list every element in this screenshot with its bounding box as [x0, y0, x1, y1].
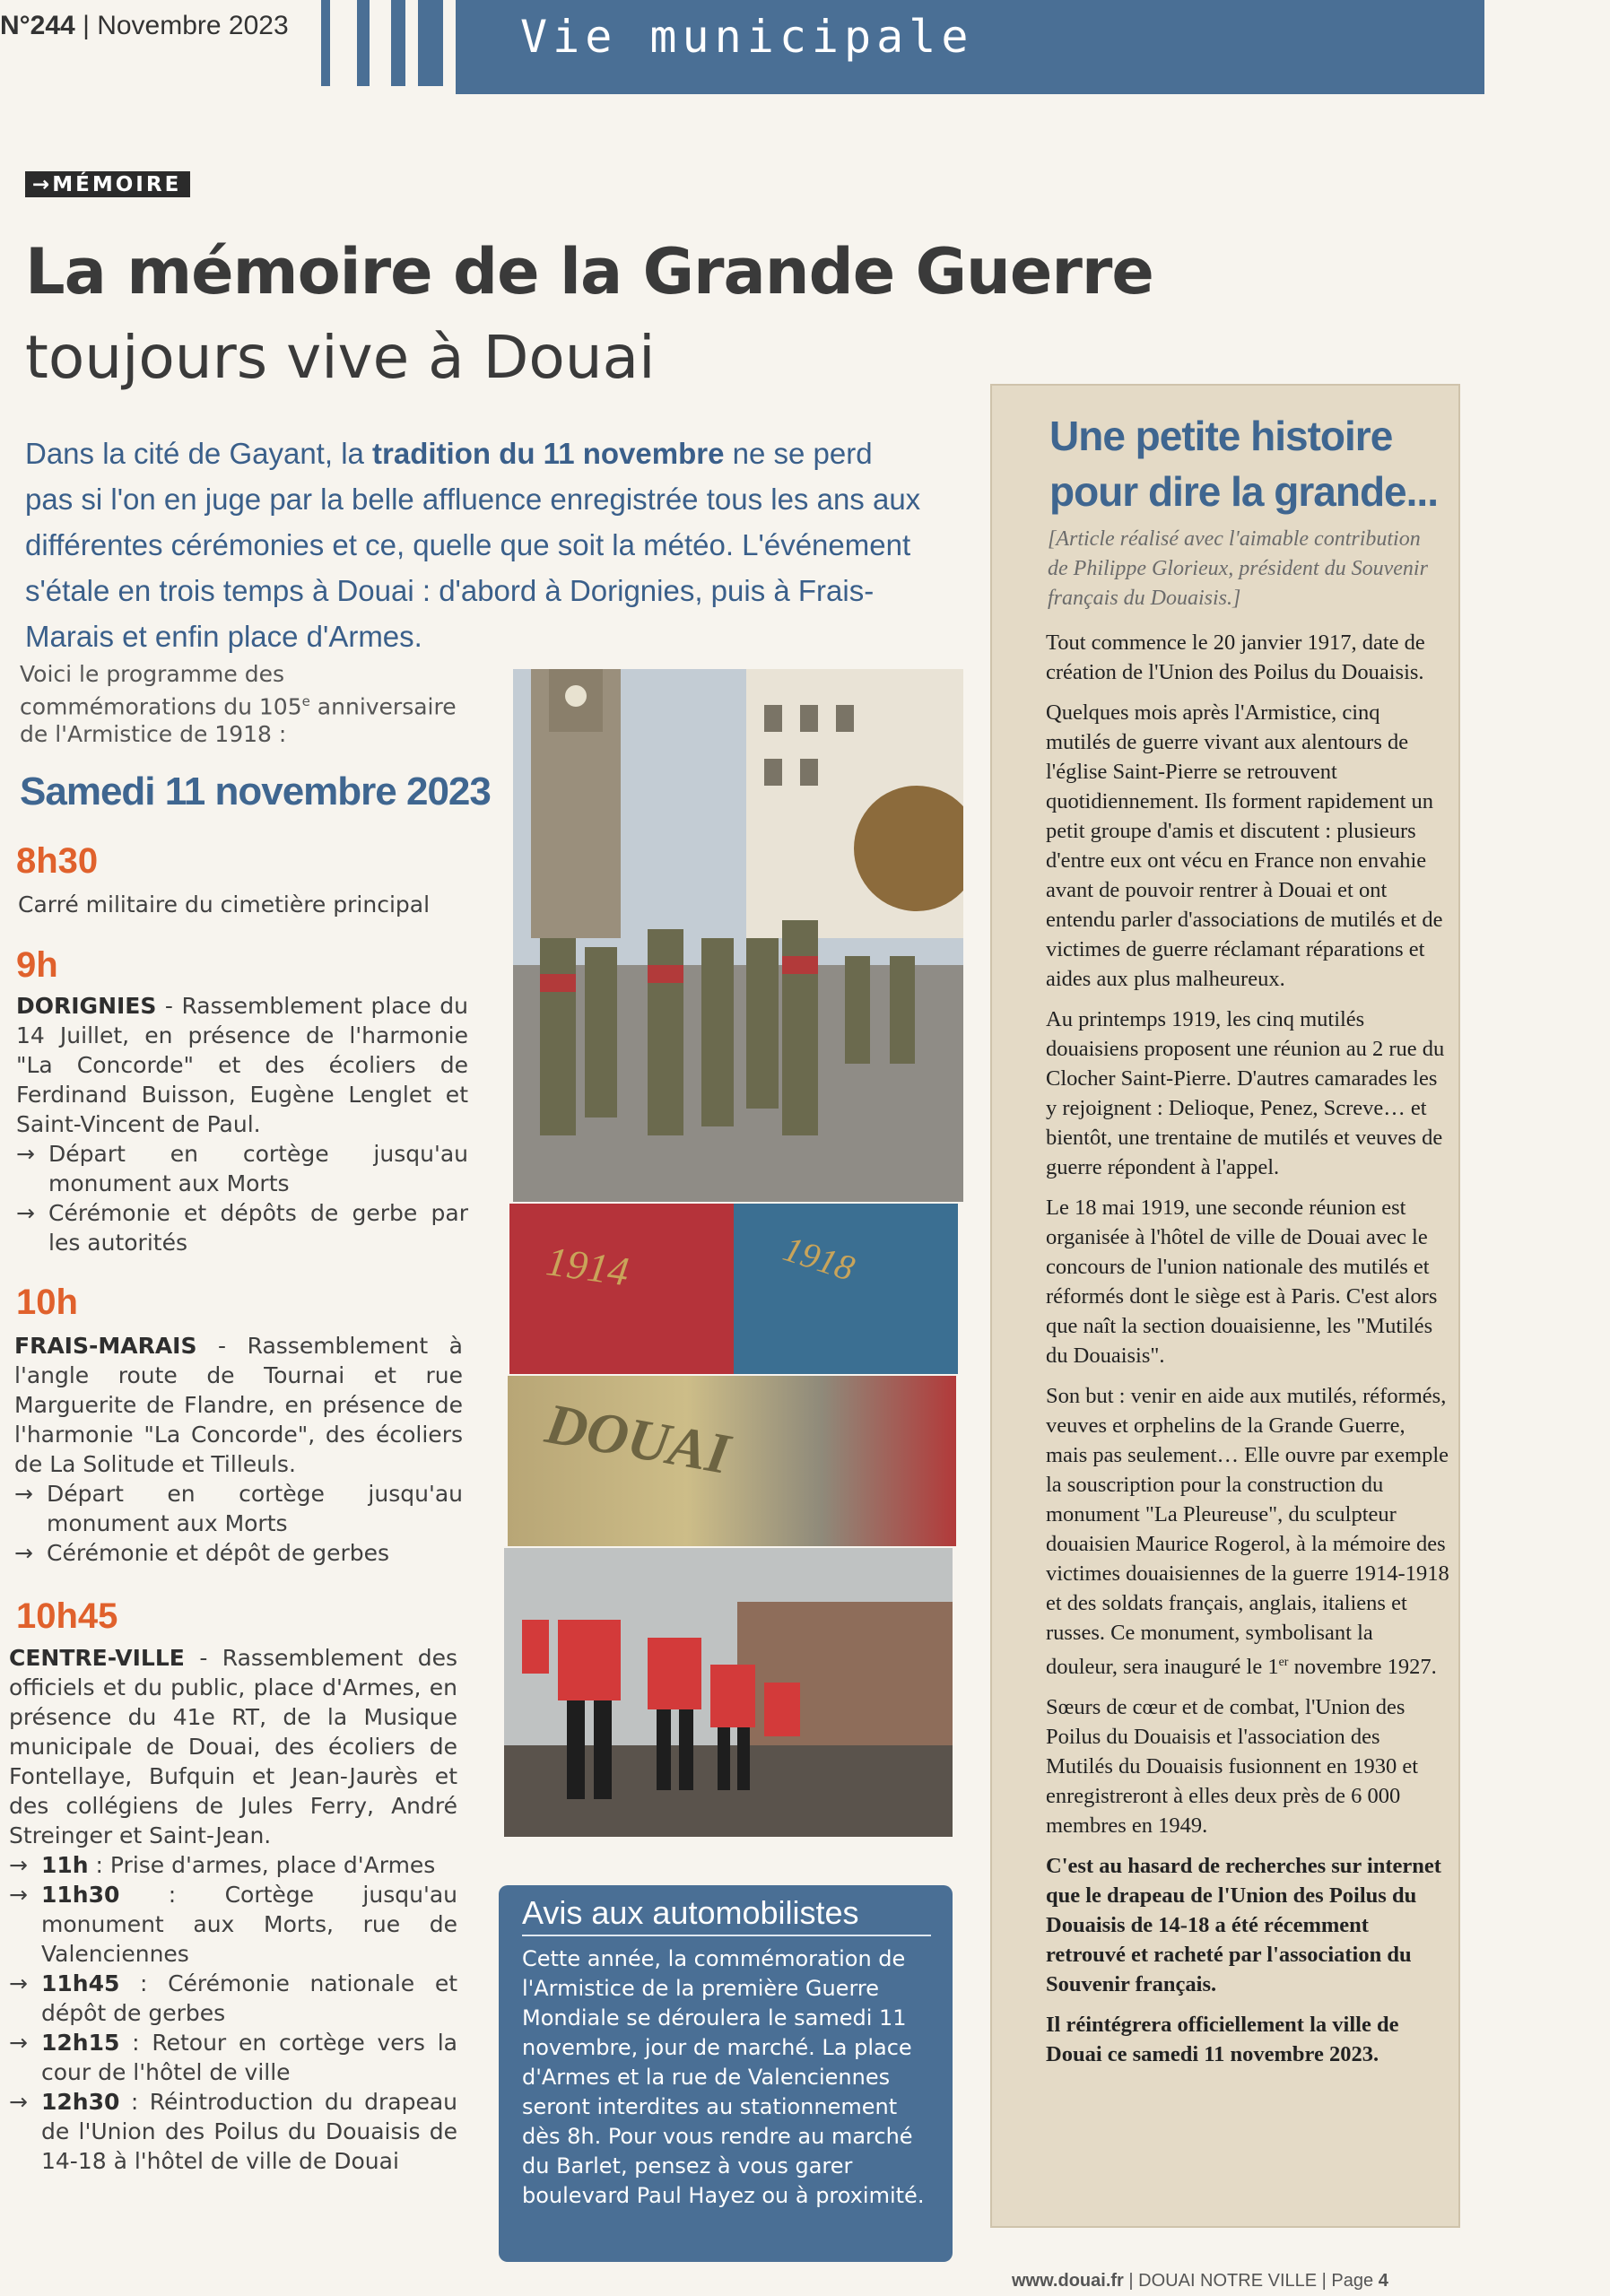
program-item [16, 1198, 468, 1257]
sidebar-sup: er [1278, 1656, 1289, 1669]
program-intro [20, 660, 484, 748]
program-text: - Rassemblement à l'angle route de Tournai et rue Marguerite de Flandre, en présence de l'harmonie "La Concorde", des écoliers de La Solitude et Tilleuls. [14, 1333, 463, 1477]
lead-highlight: tradition du 11 novembre [372, 437, 725, 470]
program-item [9, 2087, 457, 2176]
sidebar-title: Une petite histoire pour dire la grande... [1049, 413, 1438, 515]
arrow-icon: → [9, 1852, 28, 1878]
program-item [9, 1880, 457, 1969]
program-time: 8h30 [16, 841, 99, 881]
program-place: DORIGNIES [16, 993, 157, 1019]
photo-marching-band [504, 1548, 953, 1837]
item-text: : Cérémonie nationale et dépôt de gerbes [41, 1970, 457, 2026]
sidebar-paragraph: Au printemps 1919, les cinq mutilés douaisiens proposent une réunion au 2 rue du Clocher Saint-Pierre. D'autres camarades les y rejoignent : Delioque, Penez, Screve… et bientôt, une trentaine de mutilés et veuves de guerre répondent à l'appel. [1046, 1007, 1445, 1179]
program-item [9, 1969, 457, 2028]
program-text: - Rassemblement des officiels et du public, place d'Armes, en présence du 41e RT, de la Musique municipale de Douai, des écoliers de Fontellaye, Bufquin et Jean-Jaurès et des collégiens de Jules Ferry, André Streinger et Saint-Jean. [9, 1645, 457, 1848]
program-text: - Rassemblement place du 14 Juillet, en présence de l'harmonie "La Concorde" et des écoliers de Ferdinand Buisson, Eugène Lenglet et Saint-Vincent de Paul. [16, 993, 468, 1137]
sidebar-paragraph: Tout commence le 20 janvier 1917, date de création de l'Union des Poilus du Douaisis. [1046, 631, 1425, 684]
sidebar-paragraph [1046, 1381, 1449, 1682]
flag-douai-illustration [508, 1376, 956, 1546]
item-time: 11h [41, 1852, 89, 1878]
header-stripe [321, 0, 330, 86]
sidebar-credit: [Article réalisé avec l'aimable contribution de Philippe Glorieux, président du Souvenir français du Douaisis.] [1048, 527, 1428, 610]
program-time: 10h [16, 1283, 78, 1322]
issue-date: Novembre 2023 [97, 11, 289, 40]
program-entry [9, 1643, 457, 2176]
program-time: 10h45 [16, 1596, 118, 1636]
photo-flag-years [509, 1204, 958, 1374]
lead-text: Dans la cité de Gayant, la [25, 437, 373, 470]
program-time: 9h [16, 945, 58, 985]
arrow-icon: → [9, 2030, 28, 2056]
notice-title: Avis aux automobilistes [522, 1894, 859, 1931]
article-title: La mémoire de la Grande Guerre [25, 235, 1153, 309]
photo-flag-douai [508, 1376, 956, 1546]
item-time: 12h15 [41, 2030, 120, 2056]
program-text: Carré militaire du cimetière principal [18, 891, 431, 918]
arrow-icon: → [14, 1481, 33, 1507]
section-title: Vie municipale [520, 11, 974, 63]
sidebar-body [1046, 628, 1449, 2080]
article-lead [25, 430, 922, 659]
item-text: Cérémonie et dépôt de gerbes [47, 1540, 390, 1566]
issue-info [0, 11, 289, 41]
footer-magazine: DOUAI NOTRE VILLE [1138, 2271, 1318, 2291]
band-illustration [504, 1548, 953, 1837]
program-item [9, 2028, 457, 2087]
program-item [14, 1479, 463, 1538]
arrow-icon: → [9, 2089, 28, 2115]
photo-military-parade [513, 669, 963, 1202]
item-time: 11h30 [41, 1882, 120, 1908]
flag-years-illustration [509, 1204, 958, 1374]
rubric-tag: →MÉMOIRE [25, 171, 190, 197]
sidebar-paragraph-bold: Il réintégrera officiellement la ville de Douai ce samedi 11 novembre 2023. [1046, 2013, 1399, 2067]
item-text: Cérémonie et dépôts de gerbe par les autorités [48, 1200, 468, 1256]
flag-year-left: 1914 [543, 1238, 632, 1295]
footer-page-number: 4 [1378, 2271, 1388, 2291]
item-text: : Cortège jusqu'au monument aux Morts, rue de Valenciennes [41, 1882, 457, 1967]
item-text: Départ en cortège jusqu'au monument aux Morts [47, 1481, 463, 1536]
sidebar-paragraph-bold: C'est au hasard de recherches sur internet que le drapeau de l'Union des Poilus du Douaisis de 14-18 a été récemment retrouvé et racheté par l'association du Souvenir français. [1046, 1854, 1441, 1997]
header-stripe [357, 0, 370, 86]
article-subtitle: toujours vive à Douai [25, 323, 656, 392]
issue-number: N°244 [0, 11, 75, 40]
program-item [16, 1139, 468, 1198]
program-entry [18, 890, 475, 919]
item-time: 11h45 [41, 1970, 120, 1996]
item-text: Départ en cortège jusqu'au monument aux Morts [48, 1141, 468, 1196]
sidebar-paragraph: Le 18 mai 1919, une seconde réunion est organisée à l'hôtel de ville de Douai avec le concours de l'union nationale des mutilés et réformés dont le siège est à Paris. C'est alors que naît la section douaisienne, les "Mutilés du Douaisis". [1046, 1196, 1438, 1368]
header-stripe [418, 0, 443, 86]
parade-illustration [513, 669, 963, 1202]
program-entry [14, 1331, 463, 1568]
footer-separator: | [1128, 2271, 1134, 2291]
sidebar-text: Son but : venir en aide aux mutilés, réformés, veuves et orphelins de la Grande Guerre, mais pas seulement… Elle ouvre par exemple la souscription pour la construction du monument "La Pleureuse", du sculpteur douaisien Maurice Rogerol, à la mémoire des victimes douaisiennes de la guerre 1914-1918 et des soldats français, anglais, italiens et russes. Ce monument, symbolisant la douleur, sera inauguré le 1 [1046, 1384, 1449, 1680]
item-text: : Prise d'armes, place d'Armes [88, 1852, 436, 1878]
flag-year-right: 1918 [779, 1228, 860, 1289]
program-place: FRAIS-MARAIS [14, 1333, 197, 1359]
program-place: CENTRE-VILLE [9, 1645, 185, 1671]
arrow-icon: → [9, 1882, 28, 1908]
arrow-icon: → [9, 1970, 28, 1996]
program-item [9, 1850, 457, 1880]
program-entry [16, 991, 468, 1257]
header-stripe [391, 0, 405, 86]
item-text: : Retour en cortège vers la cour de l'hôtel de ville [41, 2030, 457, 2085]
arrow-icon: → [14, 1540, 33, 1566]
sidebar-text: novembre 1927. [1288, 1655, 1437, 1680]
page-footer [1012, 2271, 1388, 2292]
program-item [14, 1538, 463, 1568]
lead-text: ne se perd pas si l'on en juge par la belle affluence enregistrée tous les ans aux différentes cérémonies et ce, quelle que soit la météo. L'événement s'étale en trois temps à Douai : d'abord à Dorignies, puis à Frais-Marais et enfin place d'Armes. [25, 437, 921, 653]
footer-site: www.douai.fr [1012, 2271, 1124, 2291]
program-date: Samedi 11 novembre 2023 [20, 770, 491, 813]
intro-sup: e [301, 693, 310, 709]
sidebar-paragraph: Sœurs de cœur et de combat, l'Union des Poilus du Douaisis et l'association des Mutilés du Douaisis fusionnent en 1930 et enregistreront à elles deux près de 6 000 membres en 1949. [1046, 1695, 1419, 1839]
footer-separator: | [1321, 2271, 1327, 2291]
item-time: 12h30 [41, 2089, 120, 2115]
notice-body: Cette année, la commémoration de l'Armistice de la première Guerre Mondiale se déroulera le samedi 11 novembre, jour de marché. La place d'Armes et la rue de Valenciennes seront interdites au stationnement dès 8h. Pour vous rendre au marché du Barlet, pensez à vous garer boulevard Paul Hayez ou à proximité. [522, 1946, 925, 2208]
flag-word: DOUAI [541, 1391, 735, 1486]
intro-text: anniversaire de l'Armistice de 1918 : [20, 693, 457, 748]
sidebar-paragraph: Quelques mois après l'Armistice, cinq mutilés de guerre vivant aux alentours de l'église Saint-Pierre se retrouvent quotidiennement. Ils forment rapidement un petit groupe d'amis et discutent : plusieurs d'entre eux ont vécu en France non envahie avant de pouvoir rentrer à Douai et ont entendu parler d'associations de mutilés et de victimes de guerre réclamant réparations et aides aux plus malheureux. [1046, 700, 1443, 991]
footer-page-label: Page [1331, 2271, 1374, 2291]
issue-separator: | [83, 11, 98, 40]
arrow-icon: → [16, 1141, 35, 1167]
intro-text: Voici le programme des commémorations du 105 [20, 661, 302, 720]
arrow-icon: → [16, 1200, 35, 1226]
notice-divider [522, 1935, 931, 1936]
item-text: : Réintroduction du drapeau de l'Union des Poilus du Douaisis de 14-18 à l'hôtel de ville de Douai [41, 2089, 457, 2174]
